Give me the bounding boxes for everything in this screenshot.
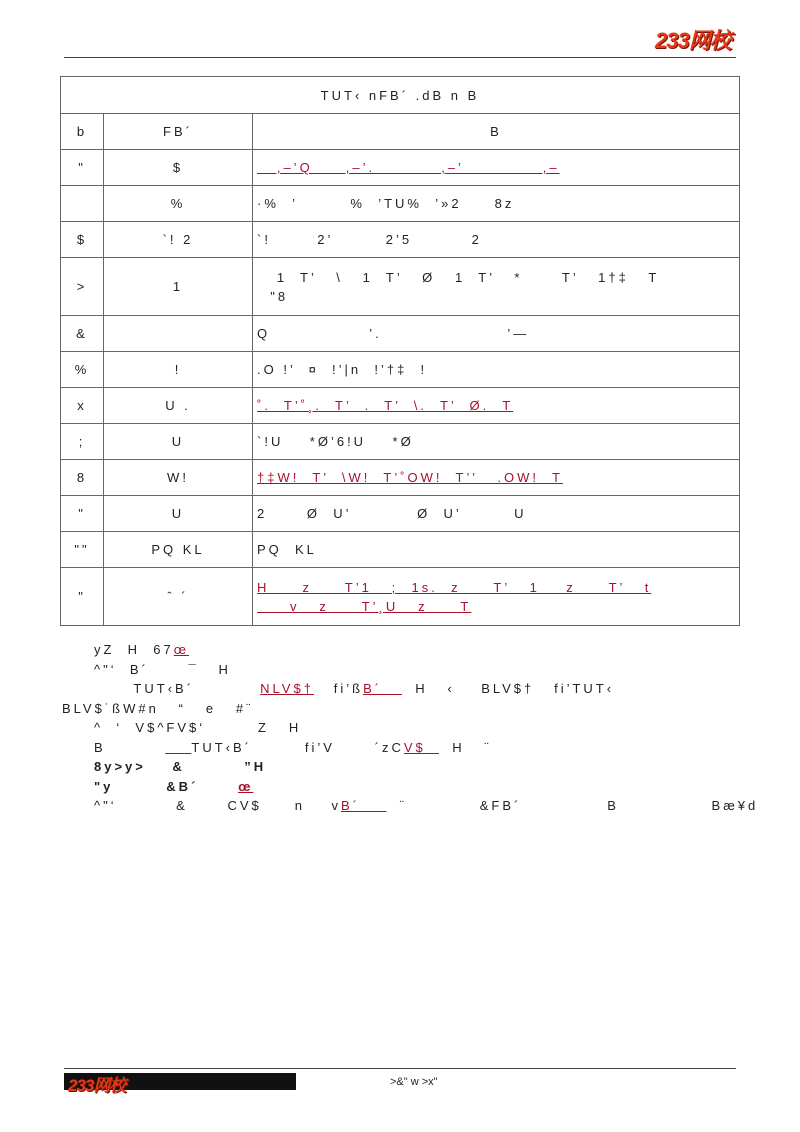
note-text: H ¨: [438, 739, 492, 755]
row-index: [61, 150, 104, 186]
row-content-text: ˚. T’˚¸. T’ . T’ \. T’ Ø. T: [257, 398, 514, 413]
table-row: [61, 388, 740, 424]
note-text: ¨ &FB´ B Bæ¥d: [386, 798, 759, 813]
note-line: [62, 738, 742, 758]
note-line: [62, 679, 742, 699]
note-text: fi’ß: [313, 681, 364, 696]
row-content: [253, 222, 740, 258]
note-line: [62, 718, 742, 738]
note-line: [62, 699, 742, 719]
note-underlined-text: [165, 740, 191, 755]
row-content: [253, 424, 740, 460]
row-index: [61, 316, 104, 352]
row-index-text: ;: [78, 434, 86, 449]
header-divider: [64, 57, 736, 58]
table-header-row: [61, 114, 740, 150]
row-label: [104, 186, 253, 222]
note-line: [62, 757, 742, 777]
row-label-text: U .: [165, 398, 191, 413]
row-label-text: %: [170, 196, 186, 211]
row-index: [61, 424, 104, 460]
notes-section: [62, 640, 759, 816]
row-content: [253, 352, 740, 388]
table-row: [61, 150, 740, 186]
note-text: B: [94, 739, 166, 755]
row-index-text: ": [78, 506, 86, 521]
row-content-text: .O !’ ¤ !’|n !’†‡ !: [257, 362, 428, 377]
note-text: BLV$˙ßW#n “ e #¨: [62, 700, 254, 716]
row-index: [61, 222, 104, 258]
note-underlined-text: V$: [403, 739, 439, 755]
note-text: ^ ‘ V$^FV$‘ Z H: [94, 720, 302, 735]
row-label: [104, 496, 253, 532]
row-label-text: !: [174, 362, 182, 377]
row-index-text: >: [76, 279, 88, 294]
row-content: [253, 316, 740, 352]
row-label: [104, 568, 253, 626]
note-text: TUT‹B´ fi’V ´zC: [191, 739, 404, 755]
row-content-text: `!U *Ø’6!U *Ø: [257, 434, 414, 449]
row-content-text-2: "8: [257, 288, 289, 304]
footer-logo: 233网校: [68, 1076, 126, 1095]
data-table: [60, 76, 740, 626]
row-label: [104, 424, 253, 460]
row-content: [253, 186, 740, 222]
row-index-text: 8: [76, 470, 88, 485]
note-text: H ‹ BLV$† fi’TUT‹: [401, 681, 615, 696]
row-content-text: Q ’. ’—: [257, 326, 530, 341]
row-label-text: `! 2: [162, 232, 194, 247]
note-underlined-text: B´: [363, 681, 402, 696]
row-content-text: `! 2’ 2’5 2: [257, 232, 482, 247]
row-content-text-2: v z T’¸U z T: [257, 598, 472, 614]
row-index-text: $: [76, 232, 88, 247]
row-label: [104, 316, 253, 352]
row-label-text: U: [171, 434, 185, 449]
table-row: [61, 532, 740, 568]
row-content: [253, 496, 740, 532]
row-label: [104, 222, 253, 258]
row-label-text: W!: [167, 470, 189, 485]
row-label: [104, 388, 253, 424]
row-content: [253, 460, 740, 496]
row-label-text: 1: [172, 279, 184, 294]
row-content: [253, 258, 740, 316]
note-text: yZ H 67: [94, 642, 174, 657]
row-label: [104, 258, 253, 316]
brand-logo: 233网校: [655, 28, 731, 53]
table-row: [61, 496, 740, 532]
row-index-text: ": [78, 589, 86, 604]
row-content: [253, 150, 740, 186]
row-index: [61, 186, 104, 222]
row-content: [253, 388, 740, 424]
row-index: [61, 532, 104, 568]
note-underlined-text: œ: [173, 642, 190, 657]
table-title-row: [61, 77, 740, 114]
footer-divider: [64, 1068, 736, 1069]
header-col-1: b: [61, 114, 104, 150]
note-line: [62, 660, 742, 680]
note-text: "y &B´: [94, 778, 239, 794]
note-text: 8y>y> & ”H: [94, 759, 267, 774]
row-index: [61, 388, 104, 424]
note-underlined-text: œ: [238, 778, 254, 794]
header-col-3: B: [253, 114, 740, 150]
note-underlined-text: NLV$†: [260, 681, 314, 696]
row-label-text: $: [172, 160, 184, 175]
note-text: ^"‘ B´ ¯ H: [94, 661, 231, 677]
row-index: [61, 460, 104, 496]
row-label-text: U: [171, 506, 185, 521]
row-index: [61, 568, 104, 626]
table-row: [61, 316, 740, 352]
row-label: [104, 532, 253, 568]
table-row: [61, 424, 740, 460]
row-content-text: 2 Ø U’ Ø U’ U: [257, 506, 527, 521]
note-underlined-text: B´: [340, 798, 387, 813]
row-label: [104, 460, 253, 496]
row-content-text: ,–’Q ,–’. ,–’ ,–: [257, 160, 560, 175]
table-title: TUT‹ nFB´ .dB n B: [61, 77, 740, 114]
row-label-text: PQ KL: [151, 542, 205, 557]
table-row: [61, 460, 740, 496]
row-index-text: %: [74, 362, 90, 377]
row-index-text: ": [78, 160, 86, 175]
row-label: [104, 352, 253, 388]
row-label: [104, 150, 253, 186]
note-line: [62, 640, 742, 660]
row-label-text: ˆ ´: [167, 589, 189, 604]
table-row: [61, 568, 740, 626]
table-row: [61, 186, 740, 222]
row-index-text: &: [76, 326, 88, 341]
row-content-text: PQ KL: [257, 542, 317, 557]
row-content-text: H z T’1 ; 1s. z T’ 1 z T’ t: [257, 579, 652, 595]
table-row: [61, 352, 740, 388]
row-index: [61, 352, 104, 388]
row-index-text: x: [77, 398, 87, 413]
row-content: [253, 568, 740, 626]
note-line: [62, 777, 742, 797]
row-content-text: ·% ’ % ’TU% ’»2 8z: [257, 196, 515, 211]
row-index: [61, 258, 104, 316]
row-index-text: "": [74, 542, 90, 557]
note-line: [62, 796, 759, 816]
row-content-text: †‡W! T’ \W! T’˚OW! T’’ .OW! T: [257, 470, 563, 485]
row-content-text: 1 T’ \ 1 T’ Ø 1 T’ * T’ 1†‡ T: [257, 269, 660, 285]
table-row: [61, 258, 740, 316]
page-number: >&" w >x": [390, 1076, 438, 1088]
note-text: ^"‘ & CV$ n v: [94, 798, 341, 813]
header-col-2: FB´: [104, 114, 253, 150]
row-content: [253, 532, 740, 568]
note-text: TUT‹B´: [94, 681, 261, 696]
table-row: [61, 222, 740, 258]
row-index: [61, 496, 104, 532]
